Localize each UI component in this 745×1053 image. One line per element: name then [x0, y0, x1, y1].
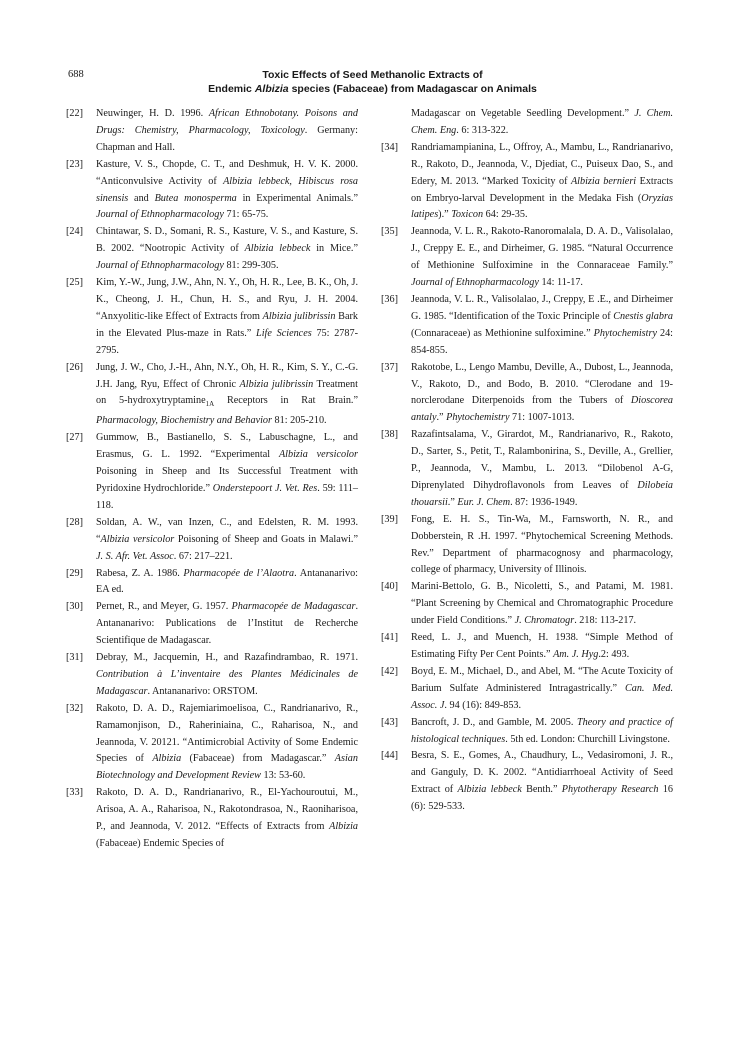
reference-item: [66, 224, 358, 275]
text-run: Randriamampianina, L., Offroy, A., Mambu, L., Randrianarivo, R., Rakoto, D., Jeannoda, V., Djediat, C., Puiseux Dao, S., and Edery, M. 2013. “Marked Toxicity of: [411, 141, 673, 187]
reference-item: [381, 224, 673, 292]
text-run: Fong, E. H. S., Tin-Wa, M., Farnsworth, N. R., and Dobberstein, R .H. 1997. “Phytochemical Screening Methods. Rev.” Department of pharmacognosy and pharmacology, college of pharmacy, University of Illinois.: [411, 513, 673, 576]
text-run: 81: 205-210.: [271, 415, 327, 427]
text-run: . 67: 217–221.: [173, 550, 233, 562]
reference-number: [27]: [66, 432, 83, 444]
reference-number: [35]: [381, 226, 398, 238]
text-run: Debray, M., Jacquemin, H., and Razafindrambao, R. 1971.: [96, 652, 358, 664]
reference-number: [42]: [381, 665, 398, 677]
reference-item: [381, 748, 673, 816]
reference-number: [30]: [66, 601, 83, 613]
reference-number: [37]: [381, 361, 398, 373]
reference-item: [66, 106, 358, 157]
reference-item: [381, 579, 673, 630]
italic-text: Albizia lebbeck: [457, 784, 522, 796]
reference-number: [41]: [381, 632, 398, 644]
text-run: Chintawar, S. D., Somani, R. S., Kasture, V. S., and Kasture, S. B. 2002. “Nootropic Activity of: [96, 226, 358, 255]
text-run: Bark in the Elevated Plus-maze in Rats.”: [96, 310, 358, 339]
text-run: Besra, S. E., Gomes, A., Chaudhury, L., Vedasiromoni, J. R., and Ganguly, D. K. 2002. “Antidiarrhoeal Activity of Seed Extract of: [411, 750, 673, 796]
italic-text: Albizia julibrissin: [262, 310, 336, 322]
subscript-text: 1A: [205, 400, 215, 409]
header-genus: Albizia: [254, 82, 289, 95]
text-run: . 5th ed. London: Churchill Livingstone.: [505, 733, 670, 745]
reference-item: [381, 292, 673, 360]
italic-text: Eur. J. Chem: [457, 496, 511, 508]
reference-number: [34]: [381, 141, 398, 153]
reference-text: [96, 515, 358, 566]
italic-text: Toxicon: [451, 209, 484, 221]
right-column: [381, 106, 673, 816]
reference-text: [96, 224, 358, 275]
italic-text: Albizia: [329, 821, 358, 833]
reference-item: [381, 427, 673, 512]
italic-text: Albizia julibrissin: [239, 378, 314, 390]
text-run: .”: [447, 496, 458, 508]
reference-item: [66, 157, 358, 225]
text-run: ).”: [438, 209, 452, 221]
text-run: . 218: 113-217.: [574, 615, 637, 627]
text-run: Jeannoda, V. L. R., Valisolalao, J., Creppy, E .E., and Dirheimer G. 1985. “Identification of the Toxic Principle of: [411, 293, 673, 322]
reference-item: [66, 566, 358, 600]
italic-text: Phytotherapy Research: [561, 784, 659, 796]
text-run: . Antananarivo: EA ed.: [96, 567, 359, 596]
italic-text: Albizia lebbeck: [244, 243, 311, 255]
italic-text: Dilobeia thouarsii: [411, 479, 673, 508]
reference-number: [39]: [381, 513, 398, 525]
reference-number: [26]: [66, 361, 83, 373]
italic-text: African Ethnobotany. Poisons and Drugs: Chemistry, Pharmacology, Toxicology: [96, 108, 358, 136]
reference-text: [411, 427, 673, 512]
header-line-2-post: species (Fabaceae) from Madagascar on Animals: [288, 82, 537, 95]
text-run: Bancroft, J. D., and Gamble, M. 2005.: [411, 716, 577, 728]
reference-item: [381, 360, 673, 428]
reference-item: [66, 701, 358, 786]
text-run: Jeannoda, V. L. R., Rakoto-Ranoromalala, D. A. D., Valisolalao, J., Creppy E. E., and Dirheimer, G. 1985. “Natural Occurrence of Methionine Sulfoximine in the Connaraceae Family.”: [411, 226, 673, 272]
reference-text: [411, 292, 673, 360]
text-run: Benth.”: [521, 784, 562, 796]
italic-text: J. S. Afr. Vet. Assoc: [96, 550, 174, 562]
text-run: Razafintsalama, V., Girardot, M., Randrianarivo, R., Rakoto, D., Sarter, S., Petit, T., Ralambonirina, S., Deville, A., Grellier, P., Jeannoda, V., Mambu, L. 2013. “Dilobenol A-G, Diprenylated Dihydroflavonols from Leaves of: [411, 429, 673, 491]
header-line-1: Toxic Effects of Seed Methanolic Extracts of: [262, 69, 483, 81]
reference-text: [96, 157, 358, 225]
italic-text: Journal of Ethnopharmacology: [96, 260, 224, 272]
text-run: . 59: 111–118.: [96, 482, 359, 511]
text-run: Extracts on Embryo-larval Development in the Medaka Fish (: [411, 175, 673, 204]
italic-text: Pharmacopée de Madagascar: [231, 601, 356, 613]
italic-text: Life Sciences: [256, 327, 312, 339]
reference-number: [28]: [66, 516, 83, 528]
italic-text: Phytochemistry: [446, 412, 510, 424]
text-run: . 94 (16): 849-853.: [444, 699, 522, 711]
italic-text: Butea monosperma: [154, 192, 237, 204]
reference-text: [411, 664, 673, 715]
text-run: Rabesa, Z. A. 1986.: [96, 567, 184, 579]
reference-text: [411, 748, 673, 816]
reference-number: [29]: [66, 567, 83, 579]
reference-number: [32]: [66, 702, 83, 714]
reference-number: [40]: [381, 581, 398, 593]
reference-text: [96, 275, 358, 360]
reference-text: [411, 140, 673, 225]
text-run: Kasture, V. S., Chopde, C. T., and Deshmuk, H. V. K. 2000. “Anticonvulsive Activity of: [96, 158, 358, 187]
text-run: .”: [436, 412, 447, 424]
italic-text: Pharmacopée de l’Alaotra: [183, 567, 295, 579]
page-number: 688: [68, 69, 84, 80]
reference-item: [66, 785, 358, 853]
text-run: Treatment on 5-hydroxytryptamine: [96, 378, 358, 407]
text-run: . Antananarivo: ORSTOM.: [147, 685, 258, 697]
reference-text: [96, 701, 358, 786]
text-run: Gummow, B., Bastianello, S. S., Labuschagne, L., and Erasmus, G. L. 1992. “Experimental: [96, 432, 358, 461]
text-run: Boyd, E. M., Michael, D., and Abel, M. “The Acute Toxicity of Barium Sulfate Administered Intragastrically.”: [411, 665, 673, 694]
reference-number: [38]: [381, 429, 398, 441]
reference-text: [96, 785, 358, 853]
italic-text: Albizia: [152, 753, 182, 765]
text-run: Poisoning in Sheep and Its Successful Treatment with Pyridoxine Hydrochloride.”: [96, 466, 358, 494]
reference-number: [25]: [66, 277, 83, 289]
reference-item: [66, 515, 358, 566]
reference-text: [411, 715, 673, 749]
reference-text: [411, 630, 673, 664]
text-run: Marini-Bettolo, G. B., Nicoletti, S., and Patami, M. 1981. “Plant Screening by Chemical and Chromatographic Procedure under Field Conditions.”: [411, 581, 673, 627]
text-run: 64: 29-35.: [483, 209, 528, 221]
reference-text: [411, 579, 673, 630]
text-run: 24: 854-855.: [411, 327, 673, 356]
italic-text: J. Chem. Chem. Eng: [411, 108, 673, 136]
italic-text: Can. Med. Assoc. J: [411, 682, 674, 711]
text-run: Kim, Y.-W., Jung, J.W., Ahn, N. Y., Oh, H. R., Lee, B. K., Oh, J. K., Cheong, J. H., Chun, H. S., and Ryu, J. H. 2004. “Anxyolitic-like Effect of Extracts from: [96, 277, 358, 322]
text-run: Receptors in Rat Brain.”: [214, 395, 358, 407]
text-run: Jung, J. W., Cho, J.-H., Ahn, N.Y., Oh, H. R., Kim, S. Y., C.-G. J.H. Jang, Ryu, Effect of Chronic: [96, 361, 358, 390]
italic-text: Dioscorea antaly: [411, 395, 673, 424]
text-run: 75: 2787-2795.: [96, 327, 358, 356]
text-run: Neuwinger, H. D. 1996.: [96, 108, 209, 119]
reference-number: [31]: [66, 652, 83, 664]
reference-text: [411, 224, 673, 292]
reference-number: [24]: [66, 226, 83, 238]
text-run: Madagascar on Vegetable Seedling Development.”: [411, 108, 635, 119]
reference-text: [96, 599, 358, 650]
text-run: (Connaraceae) as Methionine sulfoximine.”: [411, 327, 594, 339]
reference-text: [411, 360, 673, 428]
reference-item: [381, 664, 673, 715]
italic-text: Albizia versicolor: [100, 533, 175, 545]
italic-text: J. Chromatogr: [514, 615, 575, 627]
reference-item: [381, 715, 673, 749]
left-column: [66, 106, 358, 853]
text-run: 16 (6): 529-533.: [411, 784, 674, 813]
text-run: Soldan, A. W., van Inzen, C., and Edelsten, R. M. 1993. “: [96, 516, 358, 545]
italic-text: Onderstepoort J. Vet. Res: [212, 482, 318, 494]
italic-text: Asian Biotechnology and Development Review: [96, 753, 358, 782]
reference-item: [66, 650, 358, 701]
reference-item: [381, 140, 673, 225]
reference-text: [96, 430, 358, 515]
reference-item: [66, 430, 358, 515]
text-run: (Fabaceae) from Madagascar.”: [181, 753, 335, 765]
text-run: Pernet, R., and Meyer, G. 1957.: [96, 601, 232, 613]
reference-item: [66, 275, 358, 360]
text-run: 81: 299-305.: [223, 260, 279, 272]
text-run: . Antananarivo: Publications de l’Institut de Recherche Scientifique de Madagascar.: [96, 601, 358, 647]
reference-text: [96, 360, 358, 431]
text-run: 71: 65-75.: [223, 209, 269, 221]
reference-text: [96, 106, 358, 157]
reference-number: [43]: [381, 716, 398, 728]
reference-number: [36]: [381, 293, 398, 305]
reference-number: [44]: [381, 750, 398, 762]
text-run: 14: 11-17.: [538, 277, 583, 289]
italic-text: Cnestis glabra: [613, 310, 674, 322]
reference-number: [23]: [66, 158, 83, 170]
italic-text: Pharmacology, Biochemistry and Behavior: [96, 415, 272, 427]
italic-text: Theory and practice of histological techniques: [411, 716, 673, 745]
reference-item: [381, 630, 673, 664]
text-run: . 87: 1936-1949.: [510, 496, 578, 508]
text-run: Rakotobe, L., Lengo Mambu, Deville, A., Dubost, L., Jeannoda, V., Rakoto, D., and Bodo, B. 2010. “Clerodane and 19-norclerodane Diterpenoids from the Tubers of: [411, 361, 673, 407]
italic-text: Albizia versicolor: [278, 449, 358, 461]
italic-text: Contribution à L’inventaire des Plantes Médicinales de Madagascar: [96, 668, 358, 697]
italic-text: Am. J. Hyg: [553, 649, 599, 660]
reference-item: [66, 599, 358, 650]
reference-number: [33]: [66, 787, 83, 799]
text-run: .2: 493.: [598, 649, 630, 660]
italic-text: Albizia lebbeck, Hibiscus rosa sinensis: [96, 175, 358, 204]
text-run: in Experimental Animals.”: [236, 192, 358, 204]
header-line-2-pre: Endemic: [208, 82, 255, 95]
reference-text: [411, 512, 673, 580]
reference-text: [96, 566, 358, 600]
text-run: Rakoto, D. A. D., Rajemiarimoelisoa, C., Randrianarivo, R., Ramamonjison, D., Raheriniaina, C., Raharisoa, N., and Jeannoda, V. 20121. “Antimicrobial Activity of Some Endemic Species of: [96, 702, 358, 765]
italic-text: Journal of Ethnopharmacology: [96, 209, 224, 221]
running-header: [150, 69, 595, 96]
text-run: and: [128, 192, 155, 204]
text-run: in Mice.”: [310, 243, 358, 255]
reference-text: [96, 650, 358, 701]
header-line-2: [150, 83, 595, 97]
text-run: Rakoto, D. A. D., Randrianarivo, R., El-Yachouroutui, M., Arisoa, A. A., Raharisoa, N., Rakotondrasoa, N., Raoniharisoa, P., and Jeannoda, V. 2012. “Effects of Extracts from: [96, 787, 358, 833]
text-run: . Germany: Chapman and Hall.: [96, 124, 358, 153]
reference-text: [381, 106, 673, 140]
text-run: (Fabaceae) Endemic Species of: [96, 838, 225, 849]
italic-text: Journal of Ethnopharmacology: [411, 277, 539, 289]
reference-item: [66, 360, 358, 431]
italic-text: Albizia bernieri: [570, 175, 637, 187]
italic-text: Oryzias latipes: [411, 192, 673, 221]
text-run: 13: 53-60.: [260, 770, 306, 782]
text-run: 71: 1007-1013.: [509, 412, 575, 424]
reference-continuation: [381, 106, 673, 140]
reference-item: [381, 512, 673, 580]
text-run: Reed, L. J., and Muench, H. 1938. “Simple Method of Estimating Fifty Per Cent Points.”: [411, 632, 673, 660]
reference-number: [22]: [66, 108, 83, 119]
text-run: Poisoning of Sheep and Goats in Malawi.”: [174, 533, 358, 545]
italic-text: Phytochemistry: [593, 327, 657, 339]
text-run: . 6: 313-322.: [456, 124, 509, 136]
